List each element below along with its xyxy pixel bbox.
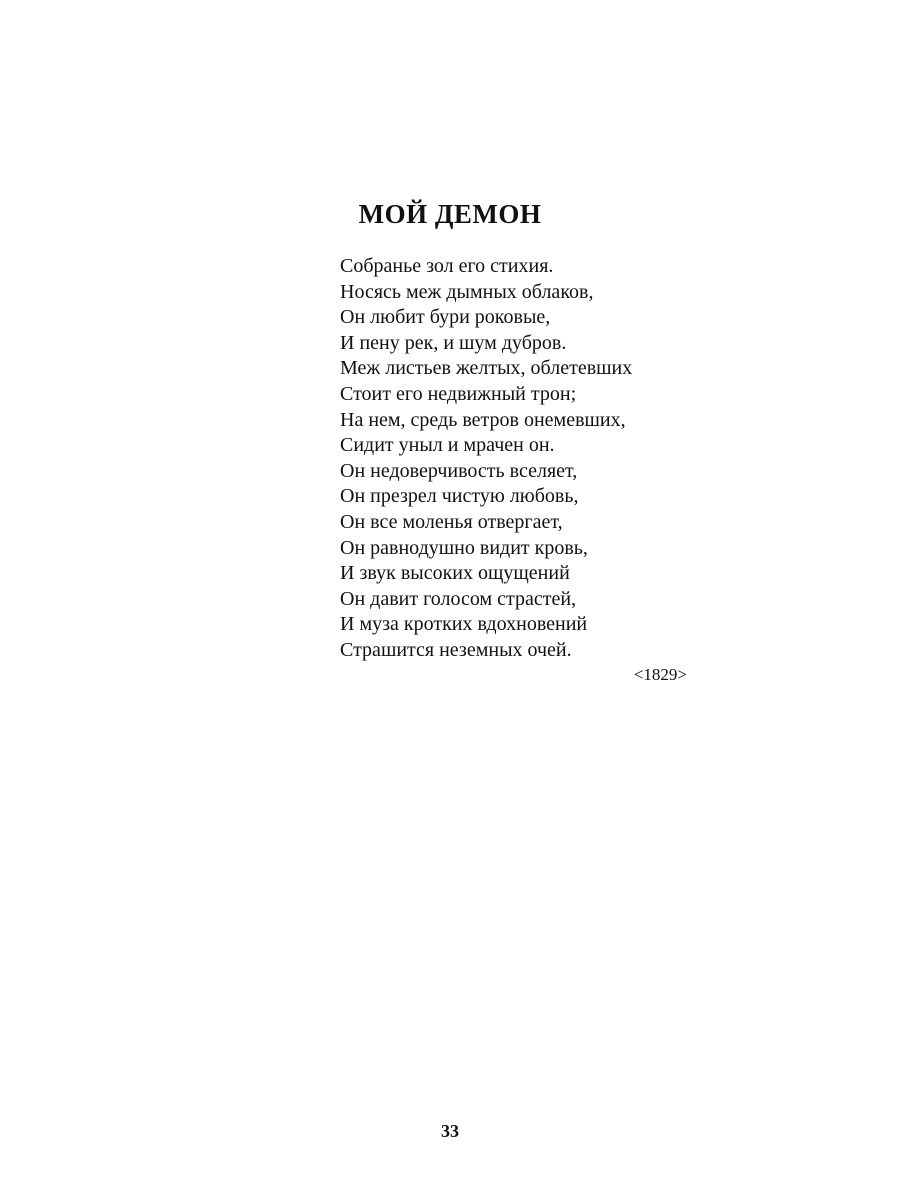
verse-line: Он презрел чистую любовь,	[340, 485, 579, 508]
verse-line: Меж листьев желтых, облетевших	[340, 357, 633, 380]
verse-line: И звук высоких ощущений	[340, 562, 570, 585]
verse-line: Собранье зол его стихия.	[340, 255, 554, 277]
verse-line: Он давит голосом страстей,	[340, 587, 577, 610]
verse-line: Страшится неземных очей.	[340, 638, 572, 661]
verse-line: И пену рек, и шум дубров.	[340, 331, 567, 354]
verse-line: И муза кротких вдохновений	[340, 613, 588, 636]
verse-line: Сидит уныл и мрачен он.	[340, 434, 555, 457]
poem-stanza	[340, 254, 632, 664]
verse-line: Стоит его недвижный трон;	[340, 382, 577, 405]
verse-line: Он недоверчивость вселяет,	[340, 459, 578, 482]
verse-line: Он любит бури роковые,	[340, 306, 551, 329]
poem-date: <1829>	[633, 665, 687, 684]
verse-line: Он равнодушно видит кровь,	[340, 536, 588, 559]
page-number: 33	[441, 1121, 459, 1141]
poem-title: МОЙ ДЕМОН	[358, 199, 542, 229]
verse-line: На нем, средь ветров онемевших,	[340, 408, 626, 431]
verse-line: Он все моленья отвергает,	[340, 510, 563, 533]
verse-line: Носясь меж дымных облаков,	[340, 280, 594, 303]
